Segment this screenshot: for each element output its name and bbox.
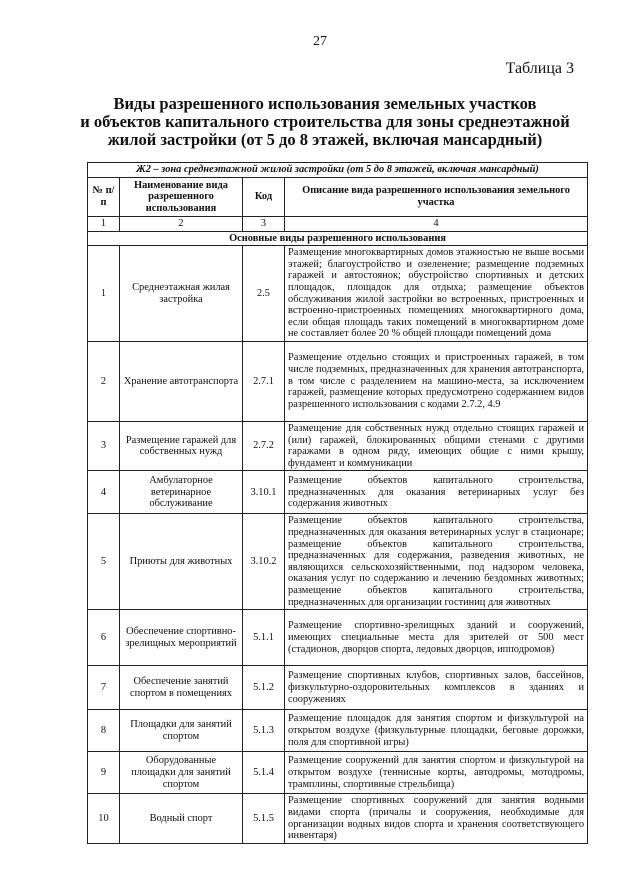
- row-code: 5.1.5: [243, 794, 285, 843]
- row-code: 5.1.4: [243, 752, 285, 794]
- table-row: [88, 710, 588, 752]
- row-description: Размещение спортивно-зрелищных зданий и сооружений, имеющих специальные места для зрителей от 500 мест (стадионов, дворцов спорта, ледовых дворцов, ипподромов): [285, 610, 588, 666]
- table-label: Таблица 3: [505, 60, 574, 77]
- row-use-name: Амбулаторное ветеринарное обслуживание: [120, 471, 243, 514]
- row-number: 3: [88, 421, 120, 470]
- land-use-table: [87, 162, 588, 844]
- row-code: 3.10.2: [243, 514, 285, 610]
- col-header-name: Наименование вида разрешенного использования: [120, 178, 243, 217]
- row-description: Размещение спортивных сооружений для занятия водными видами спорта (причалы и сооружения, необходимые для организации водных видов спорта и хранения соответствующего инвентаря): [285, 794, 588, 843]
- table-row: [88, 514, 588, 610]
- col-header-code: Код: [243, 178, 285, 217]
- table-row: [88, 610, 588, 666]
- col-header-desc: Описание вида разрешенного использования земельного участка: [285, 178, 588, 217]
- row-code: 2.7.1: [243, 341, 285, 421]
- col-number: 4: [285, 217, 588, 232]
- row-number: 1: [88, 246, 120, 342]
- row-number: 10: [88, 794, 120, 843]
- title-line: жилой застройки (от 5 до 8 этажей, включая мансардный): [107, 130, 543, 149]
- row-number: 9: [88, 752, 120, 794]
- document-title: [80, 95, 570, 149]
- row-description: Размещение объектов капитального строительства, предназначенных для оказания ветеринарных услуг в стационаре; размещение объектов капитального строительства, предназначенных для содержания, разведения животных, не являющихся сельскохозяйственными, под надзором человека, оказания услуг по содержанию и лечению бездомных животных; размещение объектов капитального строительства, предназначенных для организации гостиниц для животных: [285, 514, 588, 610]
- row-code: 2.7.2: [243, 421, 285, 470]
- col-number: 3: [243, 217, 285, 232]
- row-use-name: Хранение автотранспорта: [120, 341, 243, 421]
- row-use-name: Среднеэтажная жилая застройка: [120, 246, 243, 342]
- page-number: 27: [313, 34, 327, 49]
- row-code: 5.1.2: [243, 666, 285, 710]
- column-header-row: [88, 178, 588, 217]
- table-row: [88, 666, 588, 710]
- row-description: Размещение площадок для занятия спортом и физкультурой на открытом воздухе (физкультурные площадки, беговые дорожки, поля для спортивной игры): [285, 710, 588, 752]
- row-code: 2.5: [243, 246, 285, 342]
- column-number-row: [88, 217, 588, 232]
- col-number: 1: [88, 217, 120, 232]
- col-header-num: № п/п: [88, 178, 120, 217]
- row-number: 7: [88, 666, 120, 710]
- table-row: [88, 794, 588, 843]
- row-number: 8: [88, 710, 120, 752]
- table-row: [88, 246, 588, 342]
- row-use-name: Обеспечение занятий спортом в помещениях: [120, 666, 243, 710]
- row-number: 2: [88, 341, 120, 421]
- row-number: 5: [88, 514, 120, 610]
- row-number: 4: [88, 471, 120, 514]
- col-number: 2: [120, 217, 243, 232]
- row-use-name: Площадки для занятий спортом: [120, 710, 243, 752]
- row-description: Размещение отдельно стоящих и пристроенных гаражей, в том числе подземных, предназначенных для хранения автотранспорта, в том числе с разделением на машино-места, за исключением гаражей, размещение которых предусмотрено содержанием видов разрешенного использования с кодами 2.7.2, 4.9: [285, 341, 588, 421]
- row-description: Размещение многоквартирных домов этажностью не выше восьми этажей; благоустройство и озеленение; размещение подземных гаражей и автостоянок; обустройство спортивных и детских площадок, площадок для отдыха; размещение объектов обслуживания жилой застройки во встроенных, пристроенных и встроенно-пристроенных помещениях многоквартирного дома, если общая площадь таких помещений в многоквартирном доме не составляет более 20 % общей площади помещений дома: [285, 246, 588, 342]
- row-use-name: Размещение гаражей для собственных нужд: [120, 421, 243, 470]
- zone-header-row: [88, 163, 588, 178]
- row-description: Размещение спортивных клубов, спортивных залов, бассейнов, физкультурно-оздоровительных комплексов в зданиях и сооружениях: [285, 666, 588, 710]
- title-line: и объектов капитального строительства для зоны среднеэтажной: [80, 112, 570, 131]
- row-description: Размещение сооружений для занятия спортом и физкультурой на открытом воздухе (теннисные корты, автодромы, мотодромы, трамплины, спортивные стрельбища): [285, 752, 588, 794]
- zone-header: Ж2 – зона среднеэтажной жилой застройки (от 5 до 8 этажей, включая мансардный): [88, 163, 588, 178]
- table-row: [88, 752, 588, 794]
- section-row: [88, 231, 588, 246]
- row-description: Размещение для собственных нужд отдельно стоящих гаражей и (или) гаражей, блокированных общими стенами с другими гаражами в одном ряду, имеющих общие с ними крышу, фундамент и коммуникации: [285, 421, 588, 470]
- row-code: 5.1.3: [243, 710, 285, 752]
- row-use-name: Обеспечение спортивно-зрелищных мероприятий: [120, 610, 243, 666]
- row-use-name: Приюты для животных: [120, 514, 243, 610]
- table-row: [88, 471, 588, 514]
- row-description: Размещение объектов капитального строительства, предназначенных для оказания ветеринарных услуг без содержания животных: [285, 471, 588, 514]
- row-code: 3.10.1: [243, 471, 285, 514]
- row-code: 5.1.1: [243, 610, 285, 666]
- row-number: 6: [88, 610, 120, 666]
- row-use-name: Оборудованные площадки для занятий спортом: [120, 752, 243, 794]
- title-line: Виды разрешенного использования земельных участков: [113, 94, 537, 113]
- section-title: Основные виды разрешенного использования: [88, 231, 588, 246]
- table-row: [88, 341, 588, 421]
- table-row: [88, 421, 588, 470]
- row-use-name: Водный спорт: [120, 794, 243, 843]
